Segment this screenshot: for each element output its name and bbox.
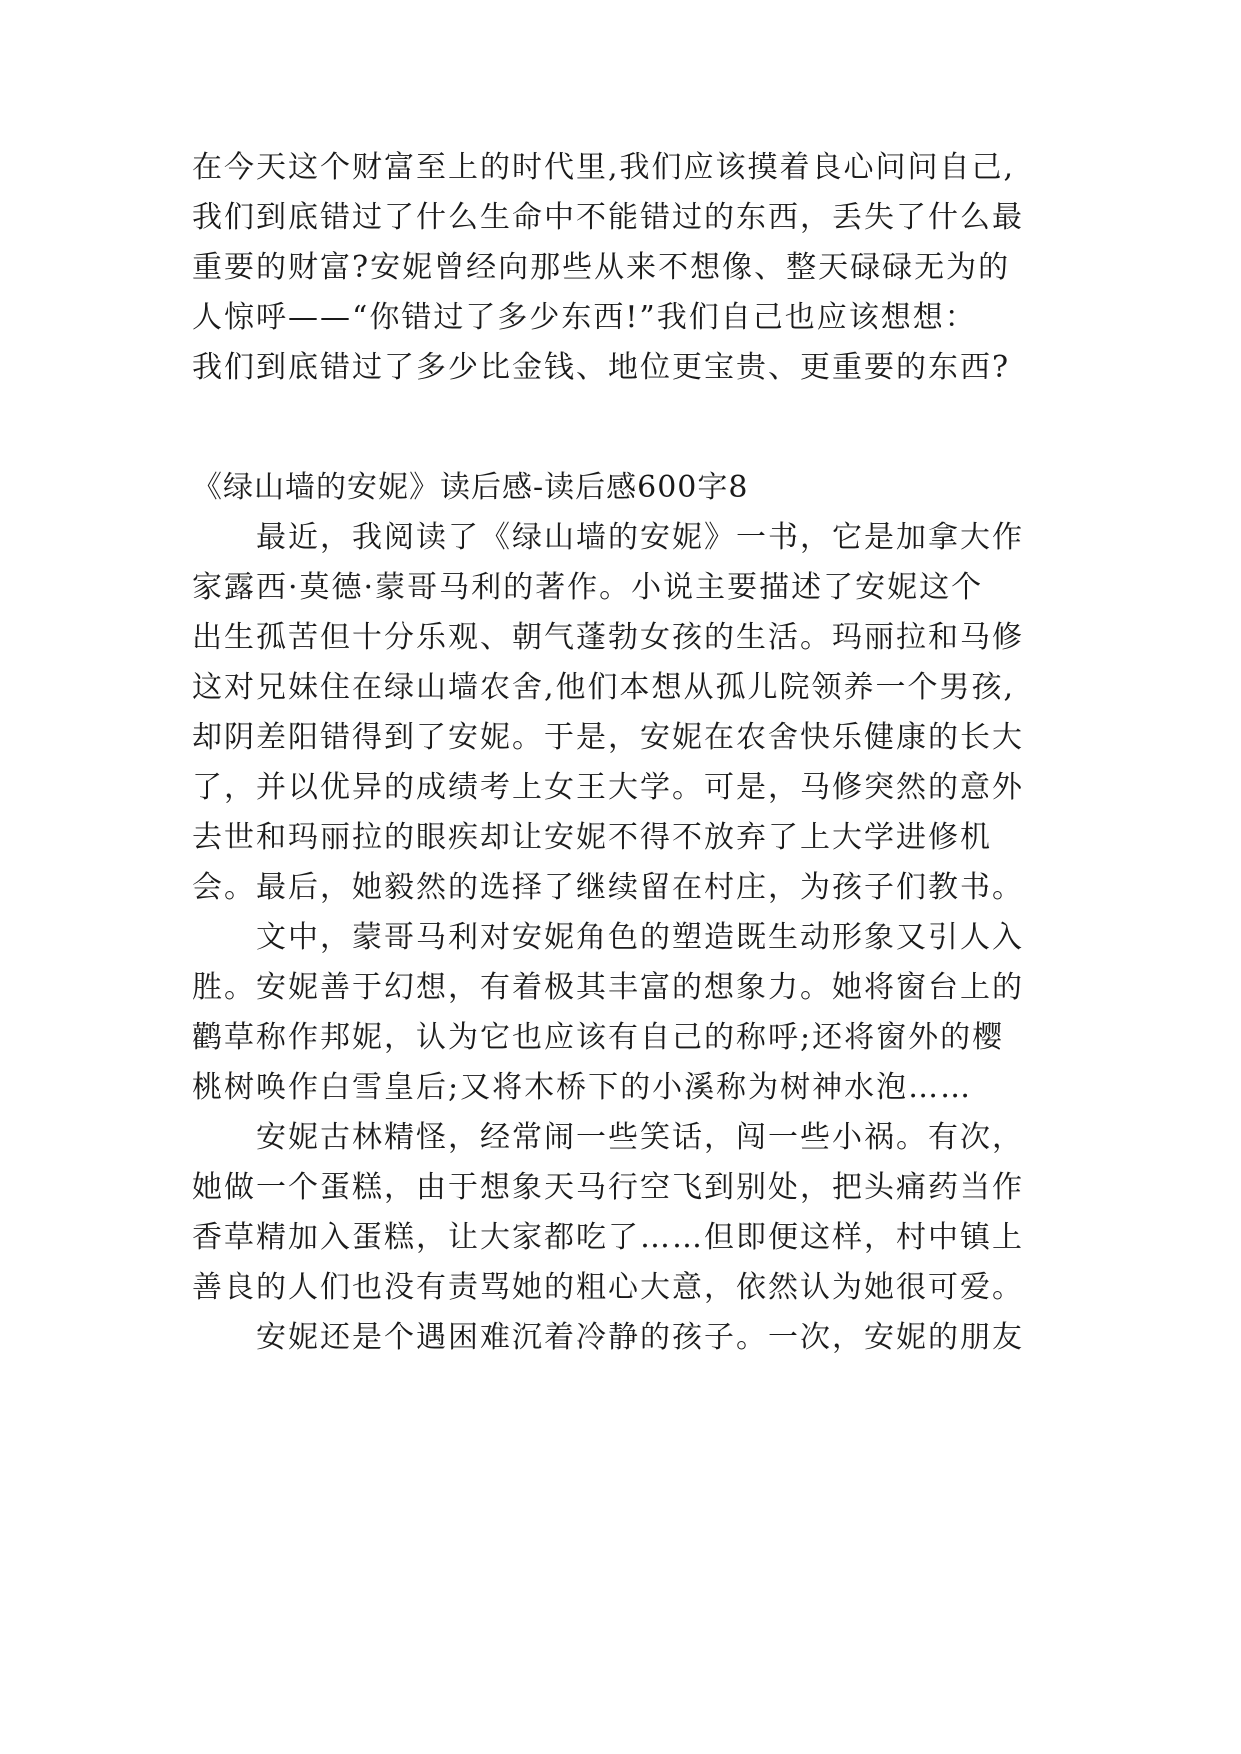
- body-line-17: 安妮还是个遇困难沉着冷静的孩子。一次，安妮的朋友: [192, 1320, 1024, 1355]
- intro-line-5: 我们到底错过了多少比金钱、地位更宝贵、更重要的东西?: [192, 350, 1011, 385]
- intro-line-4: 人惊呼——“你错过了多少东西!”我们自己也应该想想：: [192, 300, 977, 335]
- body-line-15: 香草精加入蛋糕，让大家都吃了……但即便这样，村中镇上: [192, 1220, 1024, 1255]
- body-line-4: 这对兄妹住在绿山墙农舍,他们本想从孤儿院领养一个男孩,: [192, 670, 1016, 705]
- intro-line-3: 重要的财富?安妮曾经向那些从来不想像、整天碌碌无为的: [192, 250, 1011, 285]
- body-line-1: 最近，我阅读了《绿山墙的安妮》一书，它是加拿大作: [192, 520, 1024, 555]
- body-line-9: 文中，蒙哥马利对安妮角色的塑造既生动形象又引人入: [192, 920, 1024, 955]
- body-line-8: 会。最后，她毅然的选择了继续留在村庄，为孩子们教书。: [192, 870, 1024, 905]
- body-line-13: 安妮古林精怪，经常闹一些笑话，闯一些小祸。有次，: [192, 1120, 1024, 1155]
- body-line-11: 鹳草称作邦妮，认为它也应该有自己的称呼;还将窗外的樱: [192, 1020, 1005, 1055]
- body-line-6: 了，并以优异的成绩考上女王大学。可是，马修突然的意外: [192, 770, 1024, 805]
- body-line-7: 去世和玛丽拉的眼疾却让安妮不得不放弃了上大学进修机: [192, 820, 992, 855]
- body-line-12: 桃树唤作白雪皇后;又将木桥下的小溪称为树神水泡……: [192, 1070, 973, 1105]
- section-title: 《绿山墙的安妮》读后感-读后感600字8: [192, 470, 749, 505]
- body-line-10: 胜。安妮善于幻想，有着极其丰富的想象力。她将窗台上的: [192, 970, 1024, 1005]
- body-line-3: 出生孤苦但十分乐观、朝气蓬勃女孩的生活。玛丽拉和马修: [192, 620, 1024, 655]
- body-line-16: 善良的人们也没有责骂她的粗心大意，依然认为她很可爱。: [192, 1270, 1024, 1305]
- body-line-5: 却阴差阳错得到了安妮。于是，安妮在农舍快乐健康的长大: [192, 720, 1024, 755]
- intro-line-2: 我们到底错过了什么生命中不能错过的东西，丢失了什么最: [192, 200, 1024, 235]
- body-line-14: 她做一个蛋糕，由于想象天马行空飞到别处，把头痛药当作: [192, 1170, 1024, 1205]
- body-line-2: 家露西·莫德·蒙哥马利的著作。小说主要描述了安妮这个: [192, 570, 984, 605]
- intro-line-1: 在今天这个财富至上的时代里,我们应该摸着良心问问自己,: [192, 150, 1016, 185]
